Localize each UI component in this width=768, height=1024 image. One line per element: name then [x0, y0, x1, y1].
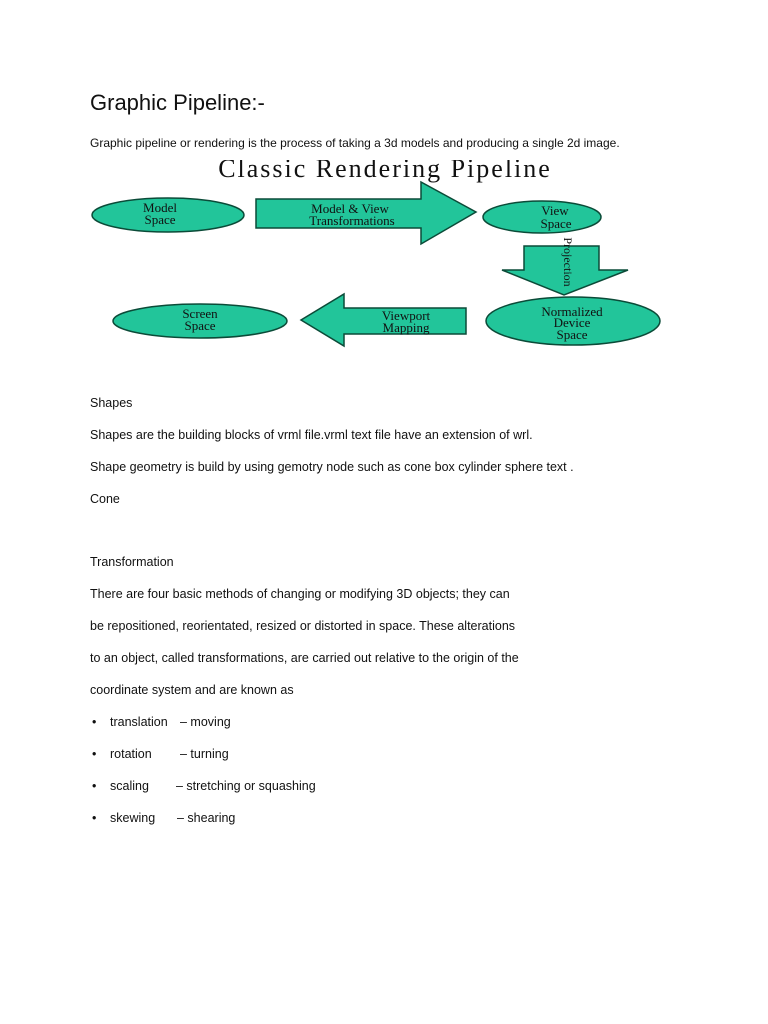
diagram-heading: Classic Rendering Pipeline — [218, 160, 552, 183]
normalized-label-2: Device — [553, 315, 591, 330]
bullet-term: skewing — [110, 811, 156, 825]
transformation-line-2: be repositioned, reorientated, resized or distorted in space. These alterations — [90, 619, 516, 633]
page-title: Graphic Pipeline:- — [90, 90, 265, 115]
view-space-label-2: Space — [540, 216, 572, 231]
bullet-term: rotation — [110, 747, 152, 761]
screen-space-label-1: Screen — [182, 306, 218, 321]
transformation-line-3: to an object, called transformations, are carried out relative to the origin of the — [90, 651, 519, 665]
transformation-heading: Transformation — [90, 555, 174, 569]
transformation-line-1: There are four basic methods of changing or modifying 3D objects; they can — [90, 587, 510, 601]
bullet-definition: – shearing — [177, 811, 236, 825]
bullet-definition: – turning — [180, 747, 229, 761]
viewport-label-2: Mapping — [382, 320, 430, 335]
bullet-term: scaling — [110, 779, 149, 793]
viewport-label-1: Viewport — [381, 308, 431, 323]
bullet-icon: • — [92, 779, 97, 793]
bullet-icon: • — [92, 747, 97, 761]
bullet-icon: • — [92, 715, 97, 729]
normalized-label-3: Space — [556, 327, 588, 342]
model-view-label-1: Model & View — [311, 201, 389, 216]
cone-label: Cone — [90, 492, 120, 506]
pipeline-diagram — [90, 160, 680, 350]
model-space-label-2: Space — [144, 212, 176, 227]
shapes-paragraph-2: Shape geometry is build by using gemotry node such as cone box cylinder sphere text . — [90, 460, 574, 474]
transformation-line-4: coordinate system and are known as — [90, 683, 294, 697]
shapes-paragraph-1: Shapes are the building blocks of vrml file.vrml text file have an extension of wrl. — [90, 428, 533, 442]
intro-paragraph: Graphic pipeline or rendering is the process of taking a 3d models and producing a single 2d image. — [90, 136, 620, 150]
normalized-label-1: Normalized — [541, 304, 603, 319]
view-space-label-1: View — [541, 203, 569, 218]
bullet-icon: • — [92, 811, 97, 825]
bullet-term: translation — [110, 715, 168, 729]
projection-label: Projection — [561, 237, 575, 287]
bullet-definition: – stretching or squashing — [176, 779, 316, 793]
shapes-heading: Shapes — [90, 396, 133, 410]
bullet-definition: – moving — [180, 715, 231, 729]
model-space-label-1: Model — [143, 200, 177, 215]
model-view-label-2: Transformations — [309, 213, 395, 228]
screen-space-label-2: Space — [184, 318, 216, 333]
